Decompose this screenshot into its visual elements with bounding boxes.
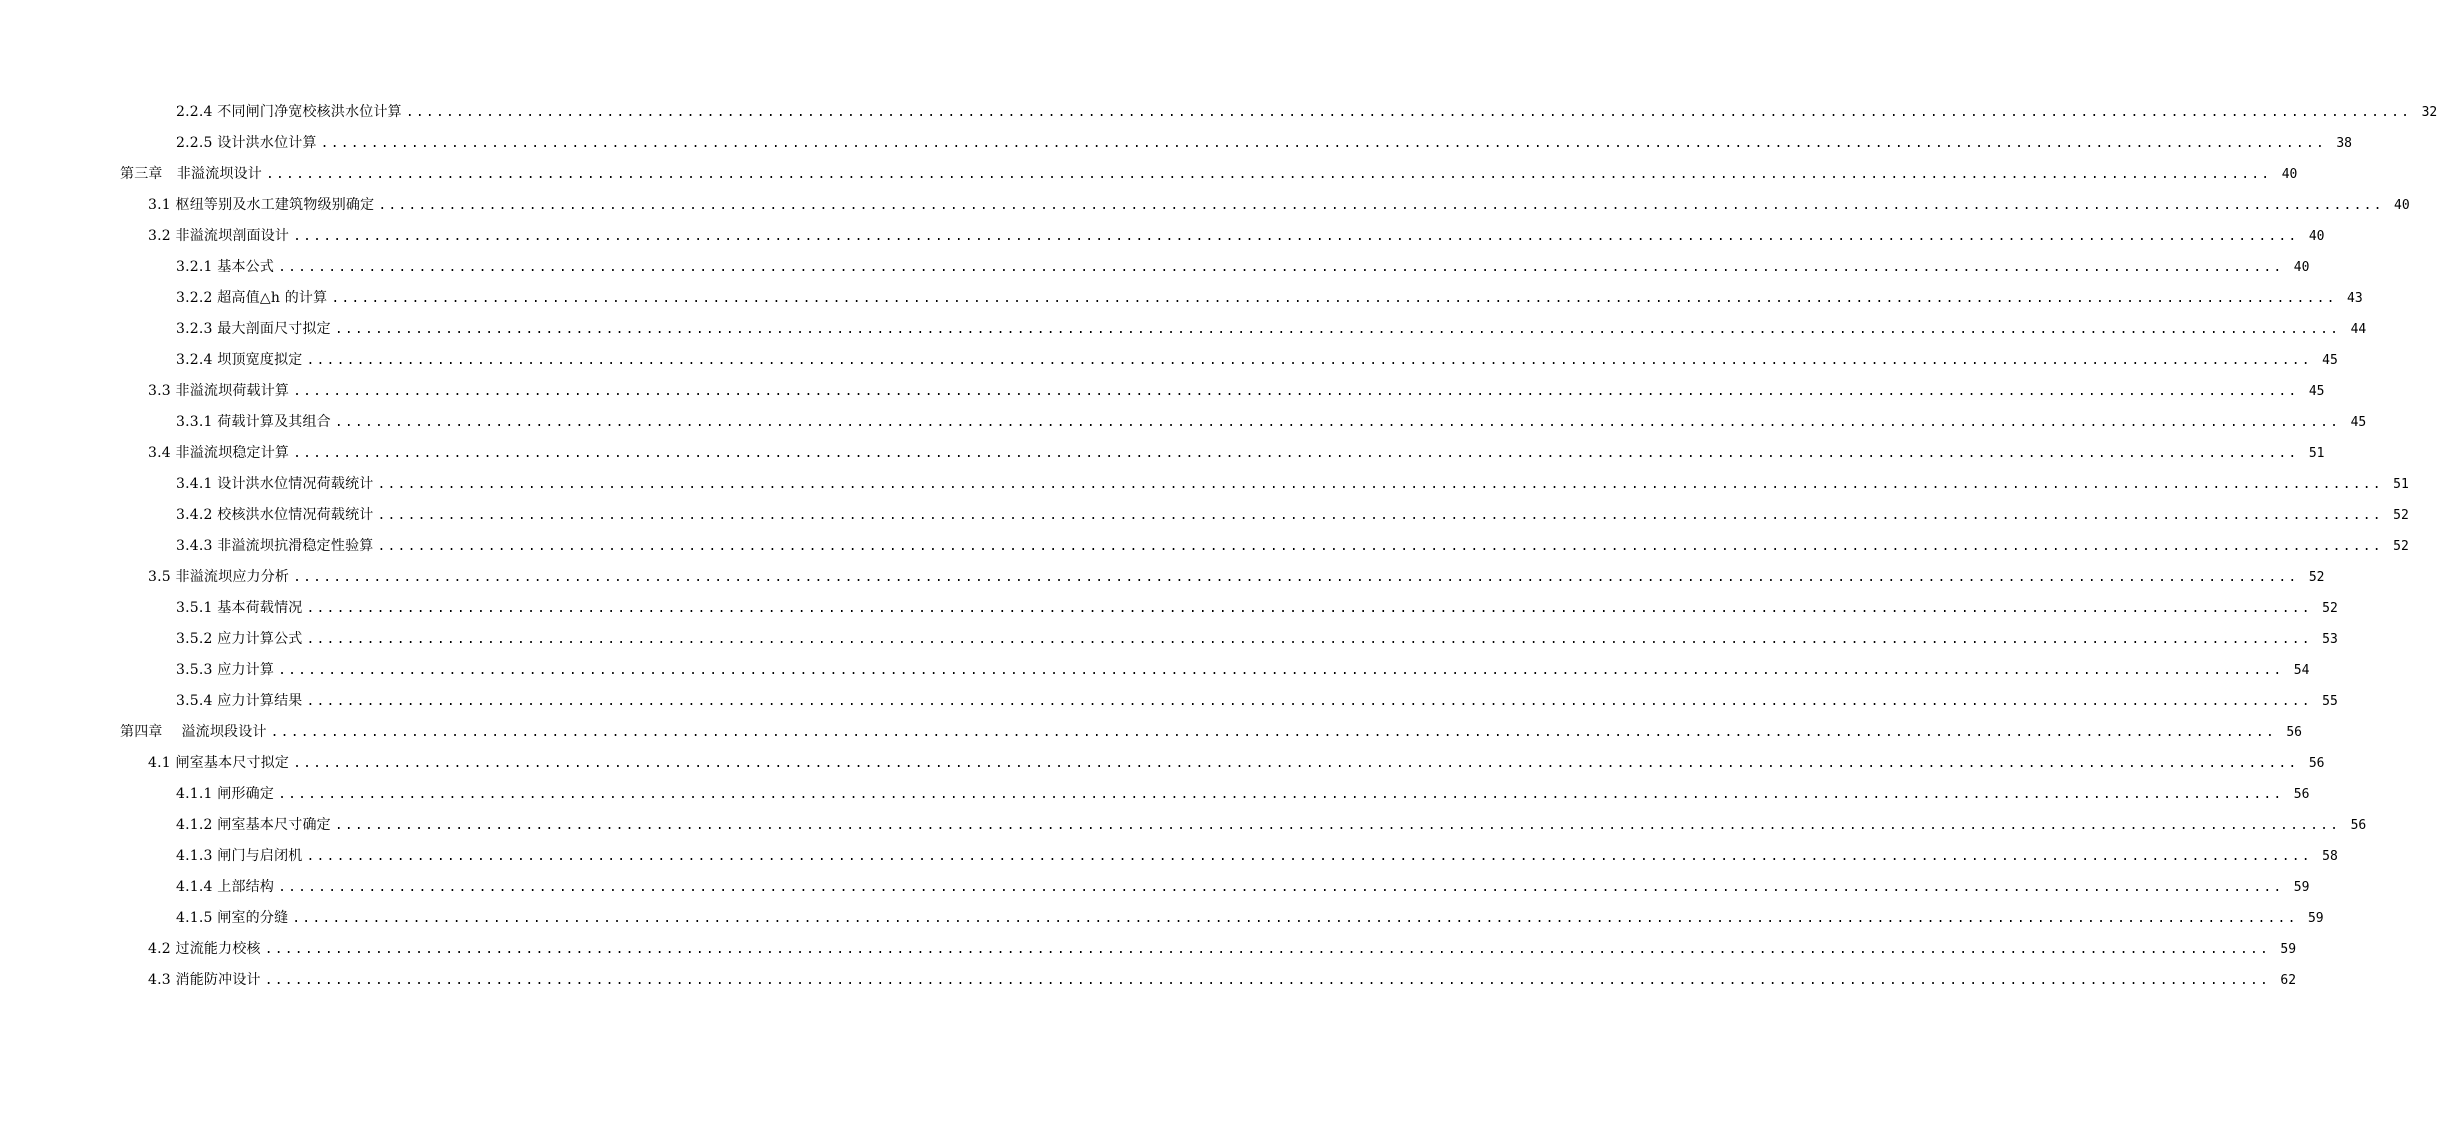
toc-entry-page-number: 40 bbox=[2281, 167, 2298, 182]
toc-entry[interactable] bbox=[0, 469, 2409, 500]
dot-leader: ........................................................................................................................................................................................................ bbox=[278, 260, 2284, 275]
toc-entry-title: 4.3 消能防冲设计 bbox=[148, 972, 261, 988]
dot-leader: ........................................................................................................................................................................................................ bbox=[278, 663, 2284, 678]
dot-leader: ........................................................................................................................................................................................................ bbox=[334, 322, 2341, 337]
dot-leader: ........................................................................................................................................................................................................ bbox=[293, 446, 2299, 461]
dot-leader: ........................................................................................................................................................................................................ bbox=[334, 818, 2341, 833]
toc-entry-title: 3.5.1 基本荷载情况 bbox=[176, 600, 303, 616]
toc-entry-page-number: 54 bbox=[2293, 663, 2310, 678]
toc-entry-title: 4.1.1 闸形确定 bbox=[176, 786, 275, 802]
toc-entry-page-number: 38 bbox=[2336, 136, 2353, 151]
dot-leader: ........................................................................................................................................................................................................ bbox=[377, 539, 2383, 554]
toc-entry[interactable] bbox=[0, 500, 2409, 531]
toc-entry-title: 4.2 过流能力校核 bbox=[148, 941, 261, 957]
toc-entry-title: 3.2.3 最大剖面尺寸拟定 bbox=[176, 321, 331, 337]
toc-entry-page-number: 58 bbox=[2322, 849, 2338, 864]
toc-entry-page-number: 53 bbox=[2322, 632, 2338, 647]
toc-entry[interactable] bbox=[0, 779, 2310, 810]
toc-entry-title: 3.4.3 非溢流坝抗滑稳定性验算 bbox=[176, 538, 374, 554]
toc-entry-title: 2.2.4 不同闸门净宽校核洪水位计算 bbox=[176, 104, 402, 120]
toc-entry-page-number: 45 bbox=[2308, 384, 2325, 399]
toc-entry[interactable] bbox=[0, 748, 2325, 779]
toc-entry[interactable] bbox=[0, 717, 2302, 748]
table-of-contents bbox=[0, 97, 2437, 996]
toc-entry-title: 2.2.5 设计洪水位计算 bbox=[176, 135, 317, 151]
dot-leader: ........................................................................................................................................................................................................ bbox=[306, 632, 2312, 647]
toc-entry-title: 第三章 非溢流坝设计 bbox=[120, 166, 262, 182]
toc-entry[interactable] bbox=[0, 562, 2325, 593]
toc-entry-page-number: 52 bbox=[2308, 570, 2325, 585]
dot-leader: ........................................................................................................................................................................................................ bbox=[320, 136, 2327, 151]
toc-entry-title: 3.4 非溢流坝稳定计算 bbox=[148, 445, 290, 461]
toc-entry-title: 3.5 非溢流坝应力分析 bbox=[148, 569, 290, 585]
dot-leader: ........................................................................................................................................................................................................ bbox=[306, 849, 2312, 864]
toc-entry[interactable] bbox=[0, 407, 2367, 438]
toc-entry-page-number: 43 bbox=[2347, 291, 2363, 306]
toc-entry[interactable] bbox=[0, 345, 2338, 376]
dot-leader: ........................................................................................................................................................................................................ bbox=[278, 880, 2284, 895]
toc-entry-page-number: 51 bbox=[2308, 446, 2325, 461]
toc-entry-title: 4.1 闸室基本尺寸拟定 bbox=[148, 755, 290, 771]
toc-entry-title: 4.1.3 闸门与启闭机 bbox=[176, 848, 303, 864]
toc-entry-title: 4.1.4 上部结构 bbox=[176, 879, 275, 895]
toc-entry[interactable] bbox=[0, 593, 2338, 624]
toc-entry[interactable] bbox=[0, 314, 2367, 345]
toc-entry-title: 4.1.2 闸室基本尺寸确定 bbox=[176, 817, 331, 833]
toc-entry-page-number: 55 bbox=[2322, 694, 2338, 709]
toc-entry-title: 3.4.2 校核洪水位情况荷载统计 bbox=[176, 507, 374, 523]
toc-entry-page-number: 44 bbox=[2350, 322, 2367, 337]
toc-entry-page-number: 40 bbox=[2308, 229, 2325, 244]
toc-entry[interactable] bbox=[0, 190, 2410, 221]
toc-entry-page-number: 56 bbox=[2350, 818, 2367, 833]
toc-entry[interactable] bbox=[0, 221, 2325, 252]
dot-leader: ........................................................................................................................................................................................................ bbox=[377, 508, 2383, 523]
toc-entry-page-number: 51 bbox=[2393, 477, 2409, 492]
dot-leader: ........................................................................................................................................................................................................ bbox=[293, 384, 2299, 399]
toc-entry[interactable] bbox=[0, 376, 2325, 407]
toc-entry-page-number: 45 bbox=[2350, 415, 2367, 430]
toc-entry-page-number: 40 bbox=[2293, 260, 2310, 275]
toc-entry-title: 3.2.1 基本公式 bbox=[176, 259, 275, 275]
toc-entry[interactable] bbox=[0, 934, 2297, 965]
toc-entry-title: 3.5.2 应力计算公式 bbox=[176, 631, 303, 647]
toc-entry-title: 第四章 溢流坝段设计 bbox=[120, 724, 267, 740]
toc-entry-page-number: 56 bbox=[2308, 756, 2325, 771]
toc-entry[interactable] bbox=[0, 252, 2310, 283]
toc-entry-title: 3.1 枢纽等别及水工建筑物级别确定 bbox=[148, 197, 375, 213]
toc-entry-page-number: 59 bbox=[2307, 911, 2324, 926]
toc-entry-page-number: 52 bbox=[2393, 508, 2409, 523]
toc-entry-page-number: 56 bbox=[2286, 725, 2302, 740]
dot-leader: ........................................................................................................................................................................................................ bbox=[405, 105, 2412, 120]
dot-leader: ........................................................................................................................................................................................................ bbox=[266, 167, 2272, 182]
toc-entry-title: 3.3 非溢流坝荷载计算 bbox=[148, 383, 290, 399]
toc-entry[interactable] bbox=[0, 965, 2297, 996]
dot-leader: ........................................................................................................................................................................................................ bbox=[264, 942, 2271, 957]
toc-entry-page-number: 40 bbox=[2394, 198, 2410, 213]
toc-entry-title: 3.5.4 应力计算结果 bbox=[176, 693, 303, 709]
dot-leader: ........................................................................................................................................................................................................ bbox=[377, 477, 2383, 492]
toc-entry-page-number: 45 bbox=[2322, 353, 2338, 368]
toc-entry-title: 4.1.5 闸室的分缝 bbox=[176, 910, 289, 926]
dot-leader: ........................................................................................................................................................................................................ bbox=[331, 291, 2337, 306]
toc-entry[interactable] bbox=[0, 128, 2353, 159]
toc-entry-title: 3.3.1 荷载计算及其组合 bbox=[176, 414, 331, 430]
dot-leader: ........................................................................................................................................................................................................ bbox=[293, 229, 2299, 244]
toc-entry[interactable] bbox=[0, 903, 2324, 934]
toc-entry-page-number: 52 bbox=[2393, 539, 2409, 554]
toc-entry-title: 3.4.1 设计洪水位情况荷载统计 bbox=[176, 476, 374, 492]
toc-entry-title: 3.2.4 坝顶宽度拟定 bbox=[176, 352, 303, 368]
toc-entry[interactable] bbox=[0, 531, 2409, 562]
dot-leader: ........................................................................................................................................................................................................ bbox=[293, 756, 2299, 771]
dot-leader: ........................................................................................................................................................................................................ bbox=[306, 353, 2312, 368]
dot-leader: ........................................................................................................................................................................................................ bbox=[270, 725, 2276, 740]
toc-entry[interactable] bbox=[0, 624, 2338, 655]
toc-entry[interactable] bbox=[0, 159, 2298, 190]
dot-leader: ........................................................................................................................................................................................................ bbox=[293, 570, 2299, 585]
toc-entry[interactable] bbox=[0, 655, 2310, 686]
dot-leader: ........................................................................................................................................................................................................ bbox=[334, 415, 2341, 430]
toc-entry[interactable] bbox=[0, 872, 2310, 903]
toc-entry-page-number: 52 bbox=[2322, 601, 2338, 616]
toc-entry-title: 3.2.2 超高值△h 的计算 bbox=[176, 290, 328, 306]
toc-entry[interactable] bbox=[0, 97, 2437, 128]
toc-entry-title: 3.5.3 应力计算 bbox=[176, 662, 275, 678]
dot-leader: ........................................................................................................................................................................................................ bbox=[278, 787, 2284, 802]
toc-entry[interactable] bbox=[0, 841, 2338, 872]
toc-entry[interactable] bbox=[0, 686, 2338, 717]
toc-entry-page-number: 32 bbox=[2421, 105, 2437, 120]
toc-entry-page-number: 59 bbox=[2280, 942, 2297, 957]
toc-entry-title: 3.2 非溢流坝剖面设计 bbox=[148, 228, 290, 244]
toc-entry-page-number: 59 bbox=[2293, 880, 2310, 895]
dot-leader: ........................................................................................................................................................................................................ bbox=[306, 694, 2312, 709]
toc-entry[interactable] bbox=[0, 283, 2363, 314]
toc-entry[interactable] bbox=[0, 810, 2367, 841]
toc-entry-page-number: 56 bbox=[2293, 787, 2310, 802]
toc-entry[interactable] bbox=[0, 438, 2325, 469]
toc-entry-page-number: 62 bbox=[2280, 973, 2297, 988]
dot-leader: ........................................................................................................................................................................................................ bbox=[264, 973, 2271, 988]
dot-leader: ........................................................................................................................................................................................................ bbox=[292, 911, 2298, 926]
dot-leader: ........................................................................................................................................................................................................ bbox=[306, 601, 2312, 616]
dot-leader: ........................................................................................................................................................................................................ bbox=[378, 198, 2384, 213]
